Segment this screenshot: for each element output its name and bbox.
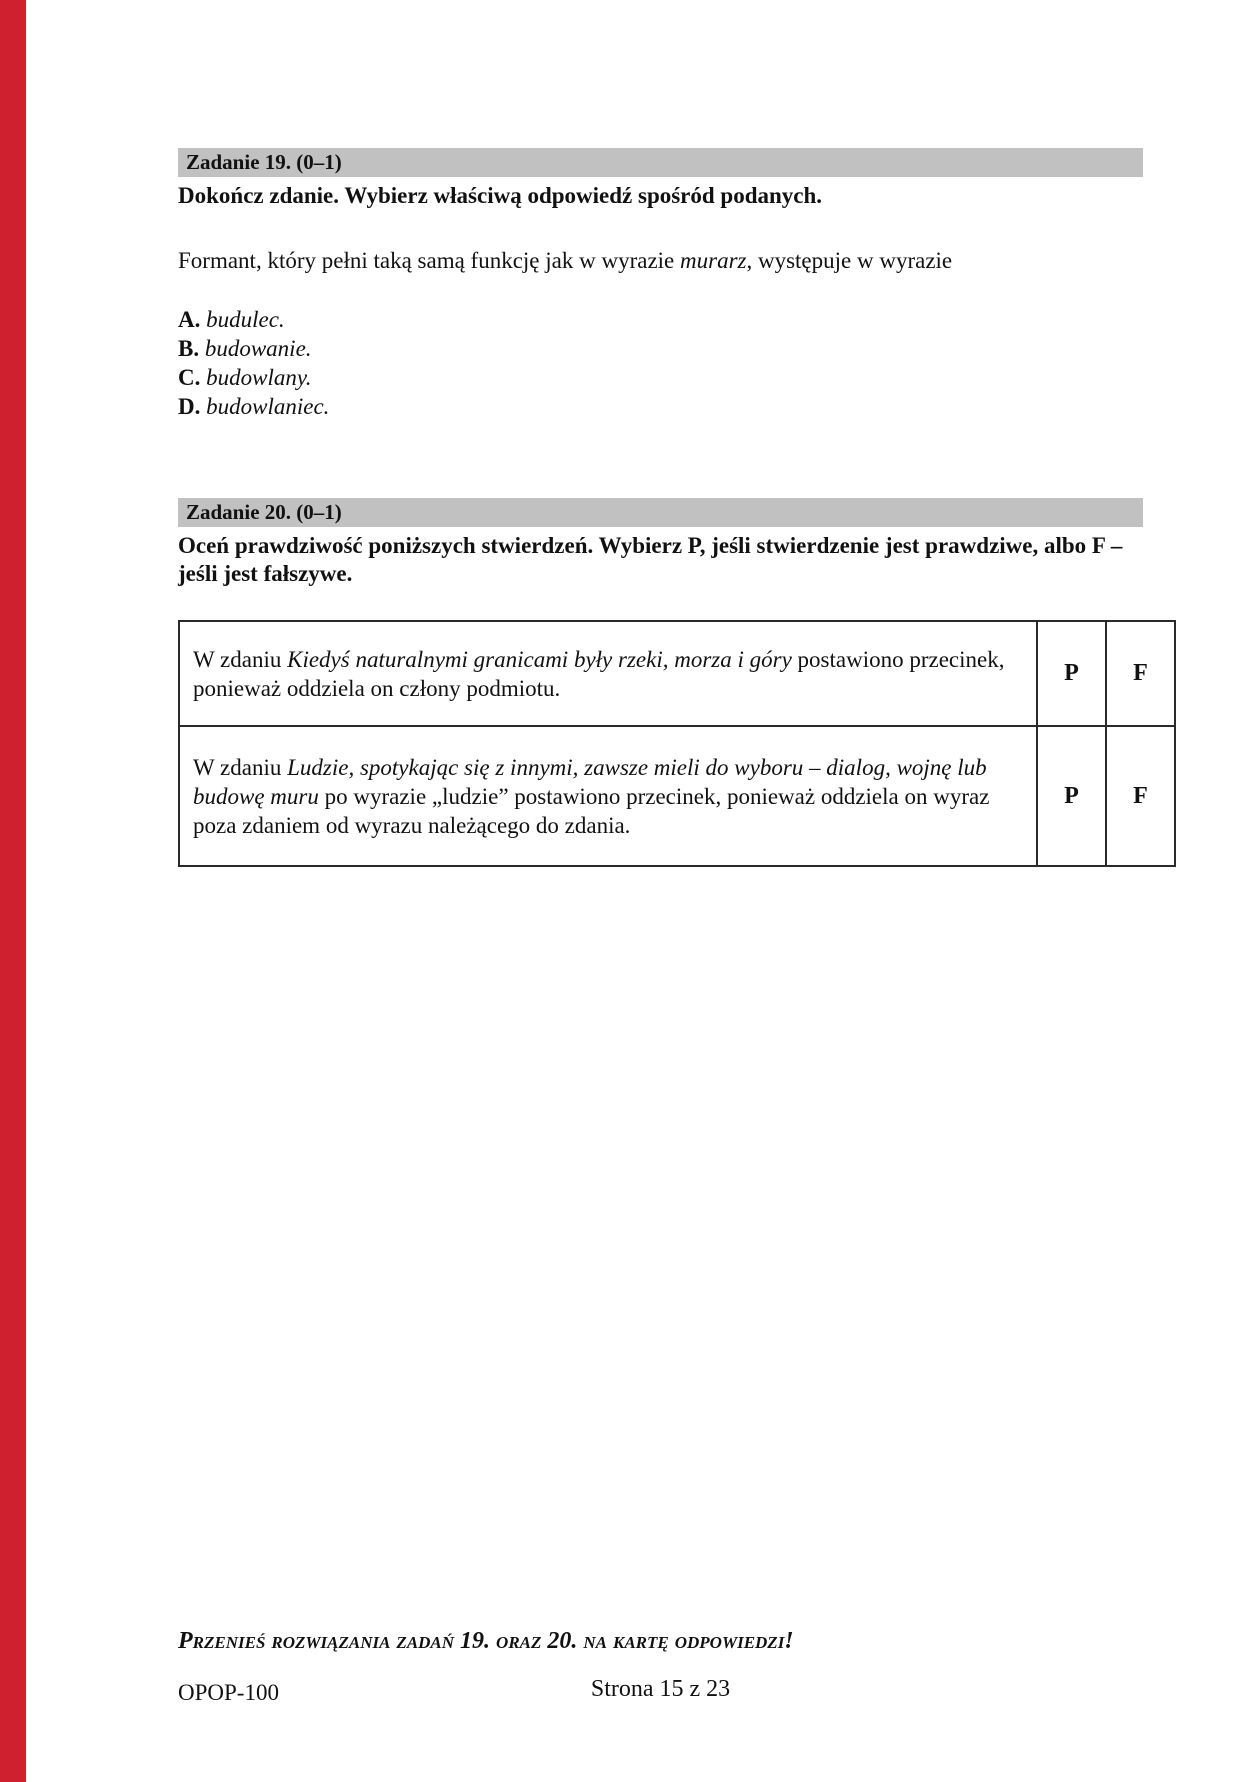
task20-header-bar (178, 498, 1143, 527)
task19-question-post: , występuje w wyrazie (746, 248, 953, 273)
task19-header-bar (178, 148, 1143, 177)
option-label-d: D. (178, 394, 201, 419)
statement-1-italic: Kiedyś naturalnymi granicami były rzeki, morza i góry (287, 646, 792, 672)
true-cell-row1: P (1037, 621, 1106, 726)
task19-question-pre: Formant, który pełni taką samą funkcję jak w wyrazie (178, 248, 681, 273)
statement-row-2 (179, 726, 1175, 866)
option-item-a (178, 305, 1143, 334)
option-item-c (178, 363, 1143, 392)
option-item-d (178, 392, 1143, 421)
task20-instruction: Oceń prawdziwość poniższych stwierdzeń. Wybierz P, jeśli stwierdzenie jest prawdziwe, albo F – jeśli jest fałszywe. (178, 533, 1123, 586)
page-content (178, 148, 1148, 867)
page-number: Strona 15 z 23 (590, 1676, 731, 1702)
statement-cell-1 (179, 621, 1037, 726)
transfer-answers-note: Przenieś rozwiązania zadań 19. oraz 20. na kartę odpowiedzi! (178, 1628, 794, 1654)
booklet-code: OPOP-100 (178, 1680, 279, 1705)
false-cell-row1: F (1106, 621, 1175, 726)
statement-row-1 (179, 621, 1175, 726)
option-label-b: B. (178, 336, 200, 361)
option-text-c: budowlany. (206, 365, 312, 390)
task19-question-italic-word: murarz (680, 248, 747, 273)
statement-2-post: po wyrazie „ludzie” postawiono przecinek, ponieważ oddziela on wyraz poza zdaniem od wyrazu należącego do zdania. (193, 783, 990, 838)
statement-cell-2 (179, 726, 1037, 866)
true-false-table (178, 620, 1176, 867)
task19-options-list (178, 305, 1143, 421)
option-label-a: A. (178, 307, 201, 332)
task20-title: Zadanie 20. (0–1) (186, 500, 342, 524)
option-text-b: budowanie. (204, 336, 312, 361)
task19-instruction: Dokończ zdanie. Wybierz właściwą odpowiedź spośród podanych. (178, 183, 823, 208)
option-text-a: budulec. (206, 307, 285, 332)
true-cell-row2: P (1037, 726, 1106, 866)
task19-question (178, 246, 1143, 275)
option-text-d: budowlaniec. (206, 394, 330, 419)
option-item-b (178, 334, 1143, 363)
statement-1-pre: W zdaniu (193, 646, 288, 672)
statement-2-italic: Ludzie, spotykając się z innymi, zawsze mieli do wyboru – dialog, wojnę lub budowę muru (193, 754, 987, 809)
red-margin-stripe (0, 0, 26, 1782)
false-cell-row2: F (1106, 726, 1175, 866)
statement-2-pre: W zdaniu (193, 754, 288, 780)
task19-title: Zadanie 19. (0–1) (186, 150, 342, 174)
statement-1-post: postawiono przecinek, ponieważ oddziela on człony podmiotu. (193, 646, 1005, 701)
option-label-c: C. (178, 365, 201, 390)
